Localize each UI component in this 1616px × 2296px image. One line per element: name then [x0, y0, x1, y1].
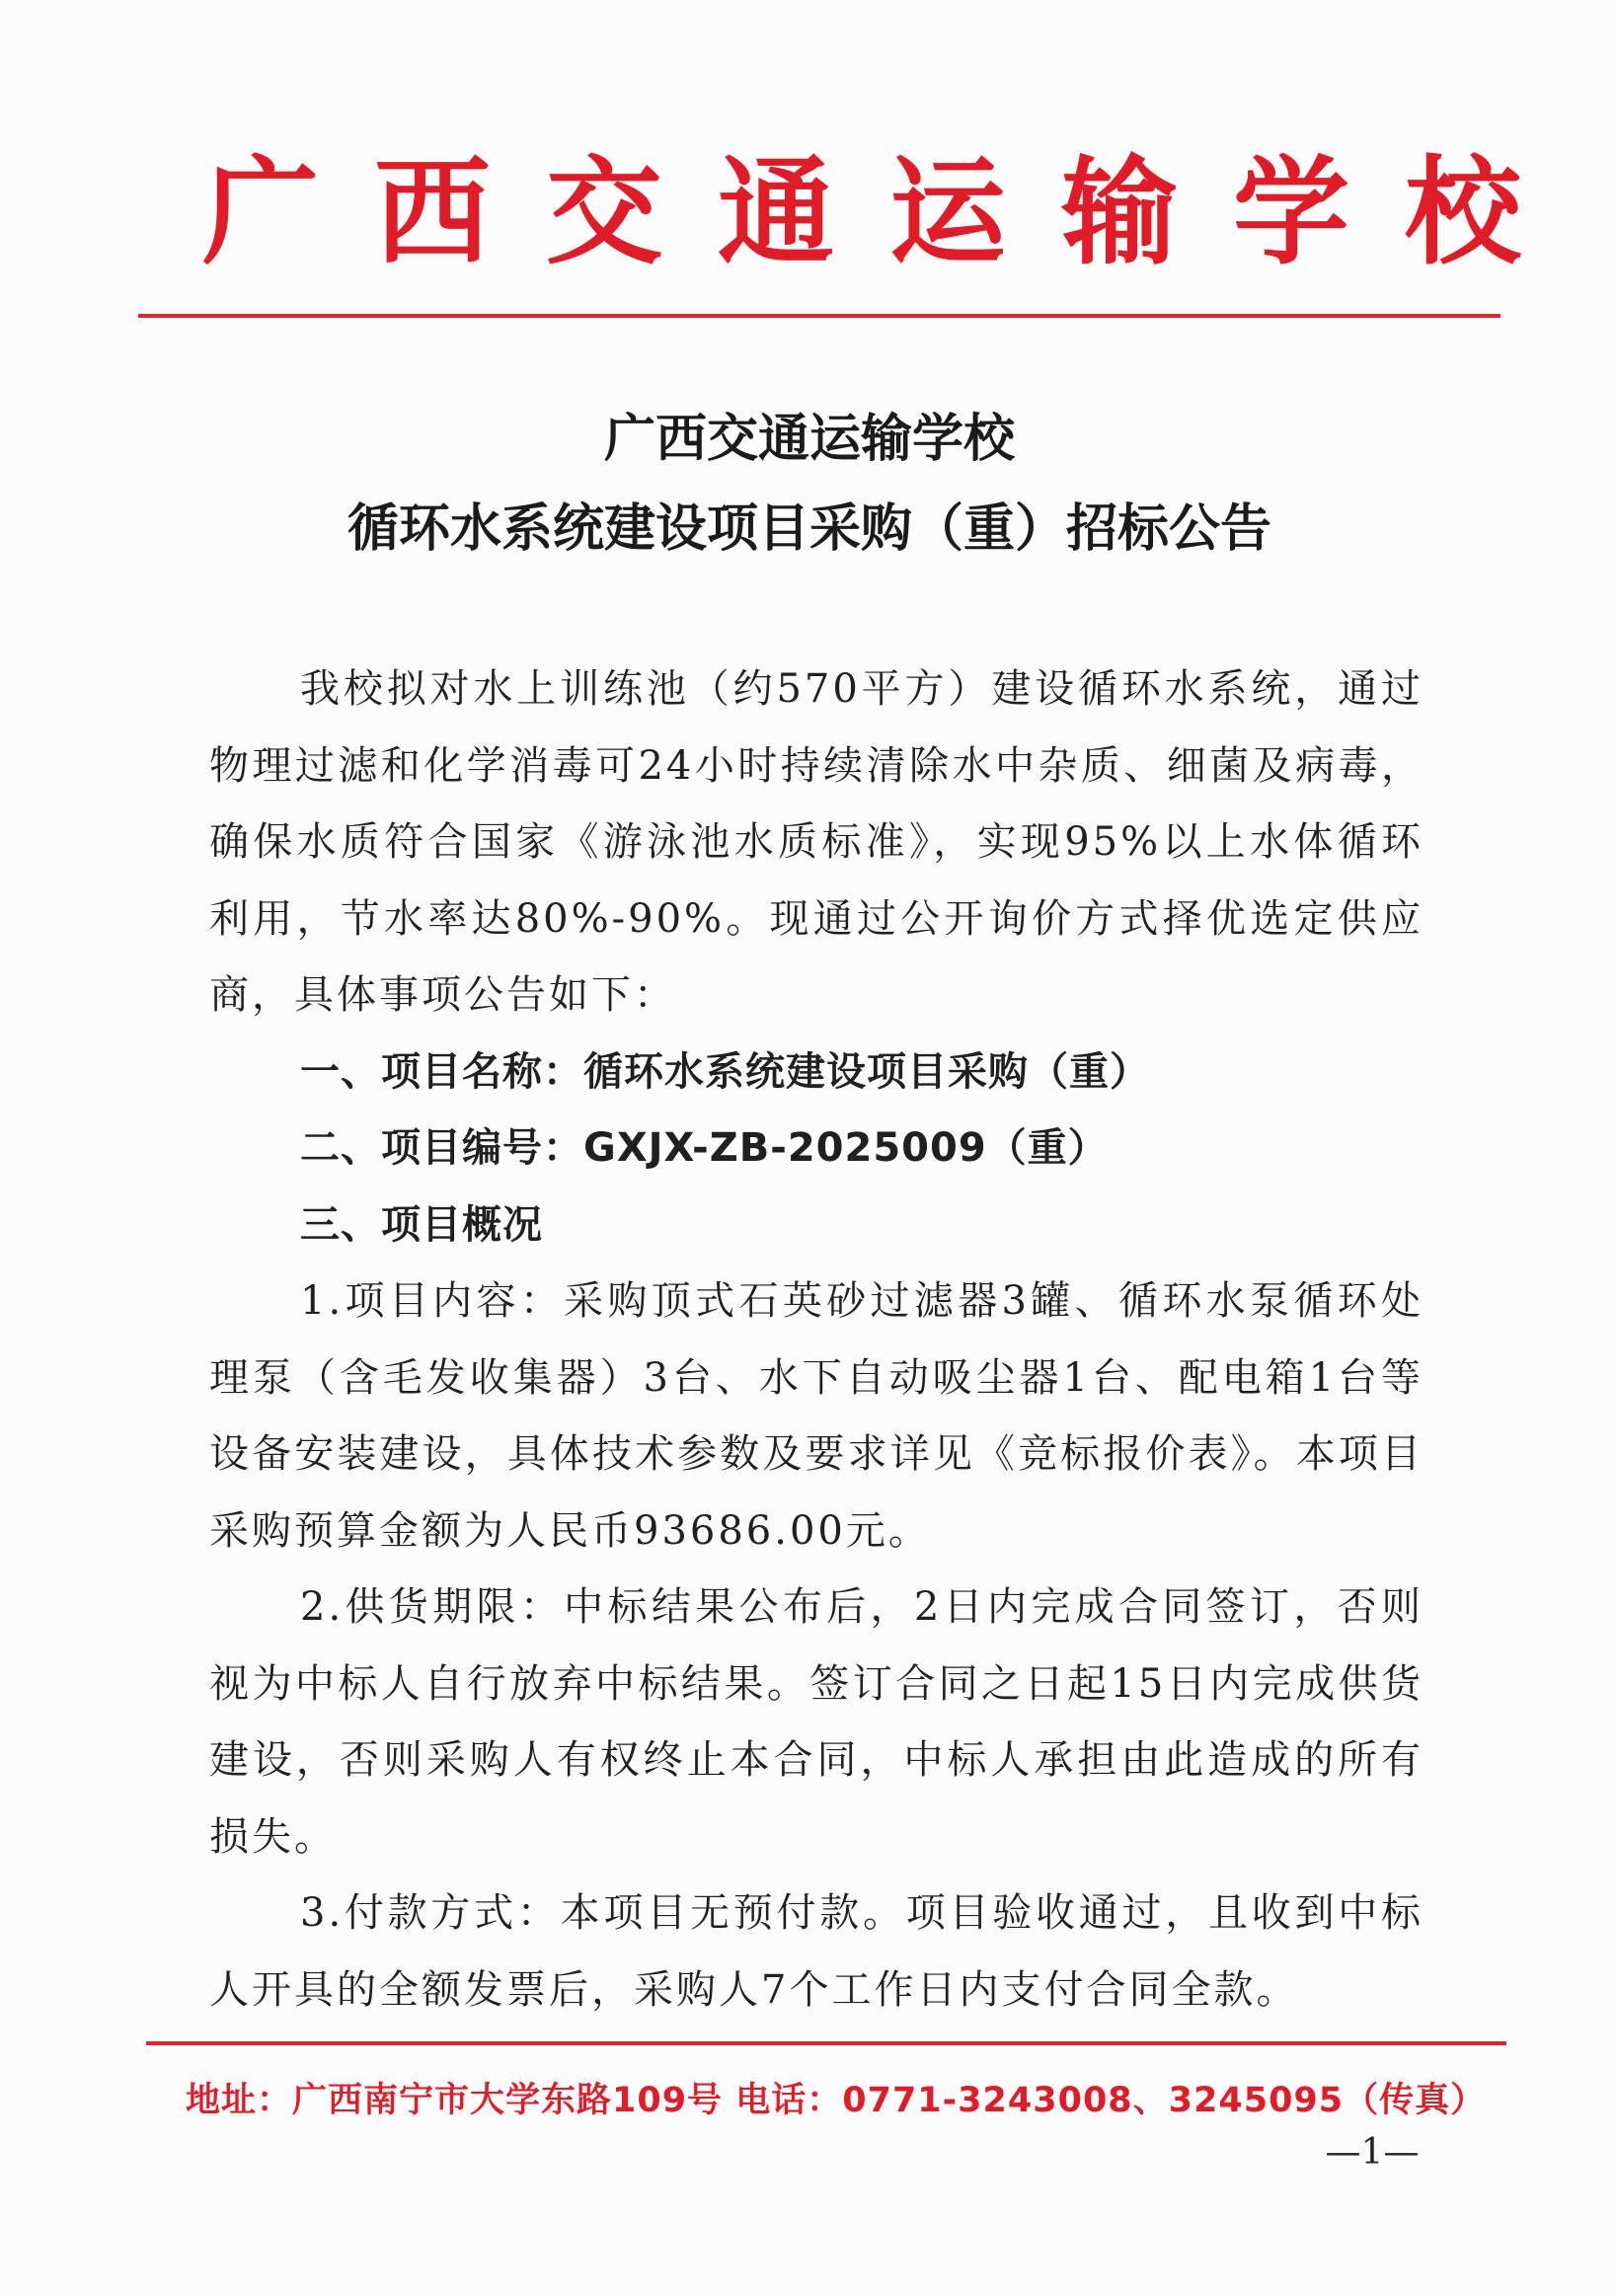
section-project-name: 一、项目名称：循环水系统建设项目采购（重）	[300, 1048, 1150, 1095]
item-project-content: 1.项目内容：采购顶式石英砂过滤器3罐、循环水泵循环处理泵（含毛发收集器）3台、水下自动吸尘器1台、配电箱1台等设备安装建设，具体技术参数及要求详见《竞标报价表》。本项目采购预算金额为人民币93686.00元。	[209, 1278, 1424, 1554]
notice-body	[209, 651, 1424, 2028]
notice-title-line2: 循环水系统建设项目采购（重）招标公告	[346, 499, 1271, 559]
item-payment-method: 3.付款方式：本项目无预付款。项目验收通过，且收到中标人开具的全额发票后，采购人7个工作日内支付合同全款。	[209, 1890, 1424, 2013]
page-number: —1—	[1325, 2132, 1420, 2173]
footer-red-rule	[146, 2041, 1506, 2045]
section-project-overview: 三、项目概况	[300, 1201, 543, 1248]
letterhead-school-name: 广西交通运输学校	[202, 143, 1578, 280]
footer-address-phone: 地址：广西南宁市大学东路109号 电话：0771-3243008、3245095（传真）	[186, 2081, 1487, 2120]
intro-paragraph: 我校拟对水上训练池（约570平方）建设循环水系统，通过物理过滤和化学消毒可24小时持续清除水中杂质、细菌及病毒，确保水质符合国家《游泳池水质标准》，实现95%以上水体循环利用，节水率达80%-90%。现通过公开询价方式择优选定供应商，具体事项公告如下：	[209, 666, 1424, 1018]
notice-title-line1: 广西交通运输学校	[603, 410, 1015, 469]
item-delivery-period: 2.供货期限：中标结果公布后，2日内完成合同签订，否则视为中标人自行放弃中标结果。签订合同之日起15日内完成供货建设，否则采购人有权终止本合同，中标人承担由此造成的所有损失。	[209, 1584, 1424, 1860]
section-project-number: 二、项目编号：GXJX-ZB-2025009（重）	[300, 1125, 1109, 1171]
letterhead-red-rule	[138, 314, 1501, 318]
